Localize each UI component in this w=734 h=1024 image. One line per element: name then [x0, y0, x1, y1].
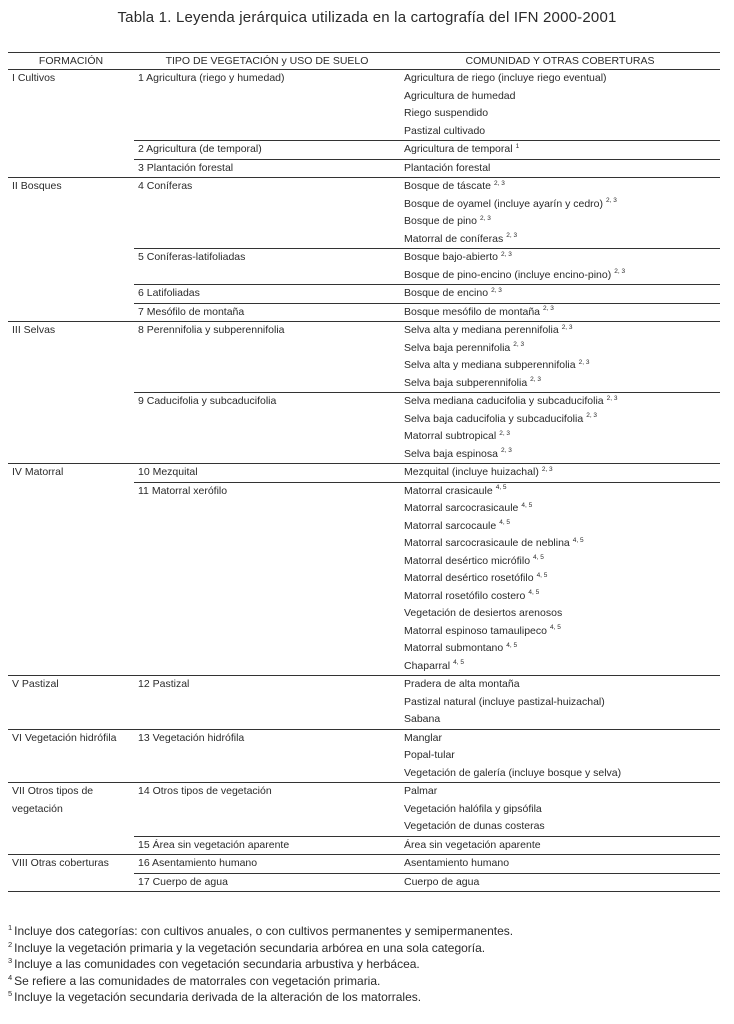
footnote-ref: 2, 3: [499, 429, 511, 437]
footnote-ref: 4, 5: [550, 624, 561, 631]
tipo-cell: 5 Coníferas-latifoliadas: [134, 249, 400, 285]
comunidad-text: Manglar: [404, 731, 442, 744]
legend-body: [8, 70, 720, 892]
comunidad-text: Riego suspendido: [404, 107, 489, 119]
comunidad-text: Agricultura de riego (incluye riego eventual): [404, 72, 607, 84]
footnote-ref: 2, 3: [586, 412, 598, 419]
comunidad-cell: [400, 464, 720, 483]
tipo-cell: 16 Asentamiento humano: [134, 855, 400, 874]
footnote-ref: 2, 3: [493, 179, 505, 187]
comunidad-text: Sabana: [404, 713, 441, 725]
comunidad-cell: [400, 141, 720, 160]
comunidad-item: [404, 801, 716, 819]
comunidad-cell: [400, 482, 720, 676]
footnote-ref: 2, 3: [530, 376, 542, 383]
tipo-cell: 14 Otros tipos de vegetación: [134, 783, 400, 837]
comunidad-text: Pastizal cultivado: [404, 124, 486, 137]
footnote-ref: 2, 3: [543, 305, 554, 312]
header-row: [8, 53, 720, 70]
comunidad-item: [404, 518, 716, 536]
tipo-cell: 13 Vegetación hidrófila: [134, 729, 400, 783]
table-row: [8, 676, 720, 730]
comunidad-item: [404, 711, 716, 729]
comunidad-text: Matorral sarcocrasicaule de neblina: [404, 537, 570, 549]
footnote-ref: 4, 5: [495, 484, 507, 491]
comunidad-text: Bosque de encino: [404, 287, 489, 299]
footnotes: [8, 923, 720, 1006]
footnote: [8, 956, 720, 973]
footnote-text: Incluye la vegetación primaria y la vegetación secundaria arbórea en una sola categoría.: [14, 940, 486, 955]
comunidad-text: Agricultura de temporal: [404, 143, 513, 155]
comunidad-item: [404, 483, 716, 501]
comunidad-text: Selva baja perennifolia: [404, 341, 511, 354]
comunidad-cell: [400, 393, 720, 464]
comunidad-text: Vegetación de galería (incluye bosque y selva): [404, 766, 622, 779]
formacion-cell: IV Matorral: [8, 464, 134, 676]
comunidad-text: Selva mediana caducifolia y subcaducifolia: [404, 395, 604, 407]
comunidad-text: Matorral rosetófilo costero: [404, 589, 526, 602]
footnote-ref: 4, 5: [499, 519, 511, 526]
footnote-ref: 2, 3: [606, 394, 618, 402]
tipo-cell: 17 Cuerpo de agua: [134, 873, 400, 892]
formacion-cell: VII Otros tipos de vegetación: [8, 783, 134, 855]
comunidad-item: [404, 765, 716, 783]
comunidad-text: Matorral subtropical: [404, 430, 497, 442]
comunidad-item: [404, 623, 716, 641]
comunidad-text: Popal-tular: [404, 749, 455, 761]
comunidad-cell: [400, 729, 720, 783]
tipo-cell: 2 Agricultura (de temporal): [134, 141, 400, 160]
comunidad-text: Selva baja subperennifolia: [404, 376, 528, 389]
comunidad-text: Vegetación de desiertos arenosos: [404, 607, 563, 619]
formacion-cell: I Cultivos: [8, 70, 134, 178]
comunidad-cell: [400, 70, 720, 141]
table-title: Tabla 1. Leyenda jerárquica utilizada en la cartografía del IFN 2000-2001: [117, 9, 617, 26]
tipo-cell: 3 Plantación forestal: [134, 159, 400, 178]
comunidad-item: [404, 123, 716, 141]
comunidad-text: Matorral espinoso tamaulipeco: [404, 624, 547, 637]
tipo-cell: 9 Caducifolia y subcaducifolia: [134, 393, 400, 464]
tipo-cell: 7 Mesófilo de montaña: [134, 303, 400, 322]
comunidad-text: Matorral desértico micrófilo: [404, 554, 531, 567]
comunidad-text: Agricultura de humedad: [404, 89, 516, 102]
footnote: [8, 923, 720, 940]
table-row: [8, 855, 720, 874]
legend-table: [8, 52, 720, 892]
formacion-cell: V Pastizal: [8, 676, 134, 730]
footnote-text: Incluye a las comunidades con vegetación secundaria arbustiva y herbácea.: [14, 957, 420, 971]
comunidad-item: [404, 640, 716, 658]
comunidad-text: Vegetación de dunas costeras: [404, 820, 545, 832]
tipo-cell: 1 Agricultura (riego y humedad): [134, 70, 400, 141]
comunidad-cell: [400, 322, 720, 393]
comunidad-item: [404, 676, 716, 694]
comunidad-item: [404, 874, 716, 892]
comunidad-text: Mezquital (incluye huizachal): [404, 466, 539, 478]
comunidad-item: [404, 855, 716, 873]
footnote-text: Incluye la vegetación secundaria derivada de la alteración de los matorrales.: [14, 990, 422, 1004]
comunidad-item: [404, 105, 716, 123]
comunidad-item: [404, 818, 716, 836]
formacion-cell: III Selvas: [8, 322, 134, 464]
footnote-ref: 2, 3: [513, 341, 525, 348]
comunidad-item: [404, 196, 716, 214]
comunidad-item: [404, 605, 716, 623]
comunidad-text: Palmar: [404, 785, 438, 797]
comunidad-cell: [400, 178, 720, 249]
table-row: [8, 178, 720, 249]
comunidad-item: [404, 285, 716, 303]
comunidad-text: Matorral de coníferas: [404, 232, 504, 245]
footnote-ref: 2, 3: [578, 358, 590, 366]
comunidad-item: [404, 730, 716, 748]
table-row: [8, 322, 720, 393]
comunidad-item: [404, 375, 716, 393]
comunidad-item: [404, 411, 716, 429]
footnote-ref: 4, 5: [533, 554, 544, 561]
comunidad-item: [404, 322, 716, 340]
comunidad-item: [404, 446, 716, 464]
footnote-ref: 4, 5: [528, 589, 540, 596]
footnote-ref: 2, 3: [500, 447, 512, 454]
table-row: [8, 783, 720, 837]
comunidad-item: [404, 88, 716, 106]
comunidad-item: [404, 500, 716, 518]
comunidad-cell: [400, 676, 720, 730]
comunidad-item: [404, 783, 716, 801]
comunidad-text: Área sin vegetación aparente: [404, 838, 541, 851]
comunidad-text: Bosque de oyamel (incluye ayarín y cedro): [404, 197, 604, 210]
comunidad-text: Bosque de pino: [404, 215, 477, 227]
footnote-ref: 2, 3: [500, 250, 512, 258]
comunidad-item: [404, 658, 716, 676]
comunidad-text: Pradera de alta montaña: [404, 678, 520, 690]
comunidad-item: [404, 178, 716, 196]
comunidad-text: Plantación forestal: [404, 161, 491, 174]
comunidad-item: [404, 464, 716, 482]
comunidad-item: [404, 213, 716, 231]
header-tipo: TIPO DE VEGETACIÓN y USO DE SUELO: [134, 53, 400, 70]
footnote-ref: 2, 3: [614, 268, 626, 275]
footnote-number: 3: [8, 956, 13, 965]
comunidad-item: [404, 357, 716, 375]
comunidad-text: Bosque mesófilo de montaña: [404, 305, 541, 318]
comunidad-item: [404, 393, 716, 411]
footnote-ref: 1: [515, 142, 520, 150]
comunidad-text: Selva baja caducifolia y subcaducifolia: [404, 412, 584, 425]
comunidad-item: [404, 231, 716, 249]
comunidad-item: [404, 340, 716, 358]
comunidad-item: [404, 70, 716, 88]
comunidad-item: [404, 141, 716, 159]
comunidad-text: Matorral desértico rosetófilo: [404, 572, 534, 584]
footnote-ref: 2, 3: [479, 214, 491, 222]
formacion-cell: VIII Otras coberturas: [8, 855, 134, 892]
comunidad-text: Matorral crasicaule: [404, 484, 493, 497]
comunidad-item: [404, 428, 716, 446]
footnote-ref: 4, 5: [453, 659, 464, 666]
comunidad-cell: [400, 836, 720, 855]
comunidad-cell: [400, 285, 720, 304]
tipo-cell: 10 Mezquital: [134, 464, 400, 483]
comunidad-item: [404, 588, 716, 606]
footnote-text: Se refiere a las comunidades de matorrales con vegetación primaria.: [14, 973, 381, 988]
comunidad-text: Bosque de pino-encino (incluye encino-pino): [404, 268, 612, 281]
comunidad-item: [404, 694, 716, 712]
comunidad-cell: [400, 303, 720, 322]
tipo-cell: 8 Perennifolia y subperennifolia: [134, 322, 400, 393]
table-row: [8, 70, 720, 141]
footnote-ref: 2, 3: [561, 323, 573, 331]
tipo-cell: 4 Coníferas: [134, 178, 400, 249]
footnote-ref: 4, 5: [506, 641, 518, 649]
footnote-number: 4: [8, 972, 13, 982]
comunidad-text: Chaparral: [404, 659, 451, 672]
tipo-cell: 15 Área sin vegetación aparente: [134, 836, 400, 855]
formacion-cell: II Bosques: [8, 178, 134, 322]
comunidad-text: Asentamiento humano: [404, 857, 510, 869]
footnote-ref: 2, 3: [541, 465, 553, 473]
comunidad-text: Matorral sarcocaule: [404, 519, 497, 532]
comunidad-cell: [400, 159, 720, 178]
tipo-cell: 11 Matorral xerófilo: [134, 482, 400, 676]
comunidad-text: Bosque bajo-abierto: [404, 251, 498, 263]
footnote-ref: 2, 3: [606, 197, 617, 204]
formacion-cell: VI Vegetación hidrófila: [8, 729, 134, 783]
footnote-number: 5: [8, 989, 13, 998]
footnote-text: Incluye dos categorías: con cultivos anuales, o con cultivos permanentes y semipermanentes.: [14, 924, 514, 938]
footnote: [8, 973, 720, 990]
comunidad-item: [404, 535, 716, 553]
comunidad-item: [404, 553, 716, 571]
comunidad-text: Bosque de táscate: [404, 180, 491, 192]
footnote-ref: 4, 5: [536, 571, 548, 579]
comunidad-item: [404, 837, 716, 855]
header-formacion: FORMACIÓN: [8, 53, 134, 70]
footnote-ref: 4, 5: [521, 501, 533, 509]
comunidad-text: Selva alta y mediana perennifolia: [404, 324, 559, 336]
comunidad-text: Pastizal natural (incluye pastizal-huizachal): [404, 695, 605, 708]
comunidad-cell: [400, 873, 720, 892]
comunidad-text: Matorral submontano: [404, 642, 504, 654]
footnote-number: 2: [8, 939, 13, 949]
header-comunidad: COMUNIDAD Y OTRAS COBERTURAS: [400, 53, 720, 70]
comunidad-item: [404, 267, 716, 285]
comunidad-text: Cuerpo de agua: [404, 875, 480, 888]
comunidad-text: Vegetación halófila y gipsófila: [404, 802, 542, 815]
table-row: [8, 729, 720, 783]
comunidad-cell: [400, 249, 720, 285]
comunidad-item: [404, 570, 716, 588]
footnote-number: 1: [8, 923, 13, 932]
comunidad-item: [404, 304, 716, 322]
footnote-ref: 2, 3: [491, 286, 502, 294]
comunidad-item: [404, 747, 716, 765]
comunidad-item: [404, 160, 716, 178]
comunidad-text: Selva alta y mediana subperennifolia: [404, 359, 576, 371]
comunidad-cell: [400, 783, 720, 837]
comunidad-item: [404, 249, 716, 267]
comunidad-text: Selva baja espinosa: [404, 447, 498, 460]
footnote: [8, 940, 720, 957]
footnote-ref: 2, 3: [506, 232, 518, 239]
footnote: [8, 989, 720, 1006]
comunidad-text: Matorral sarcocrasicaule: [404, 502, 519, 514]
comunidad-cell: [400, 855, 720, 874]
tipo-cell: 12 Pastizal: [134, 676, 400, 730]
footnote-ref: 4, 5: [572, 536, 584, 544]
tipo-cell: 6 Latifoliadas: [134, 285, 400, 304]
table-row: [8, 464, 720, 483]
